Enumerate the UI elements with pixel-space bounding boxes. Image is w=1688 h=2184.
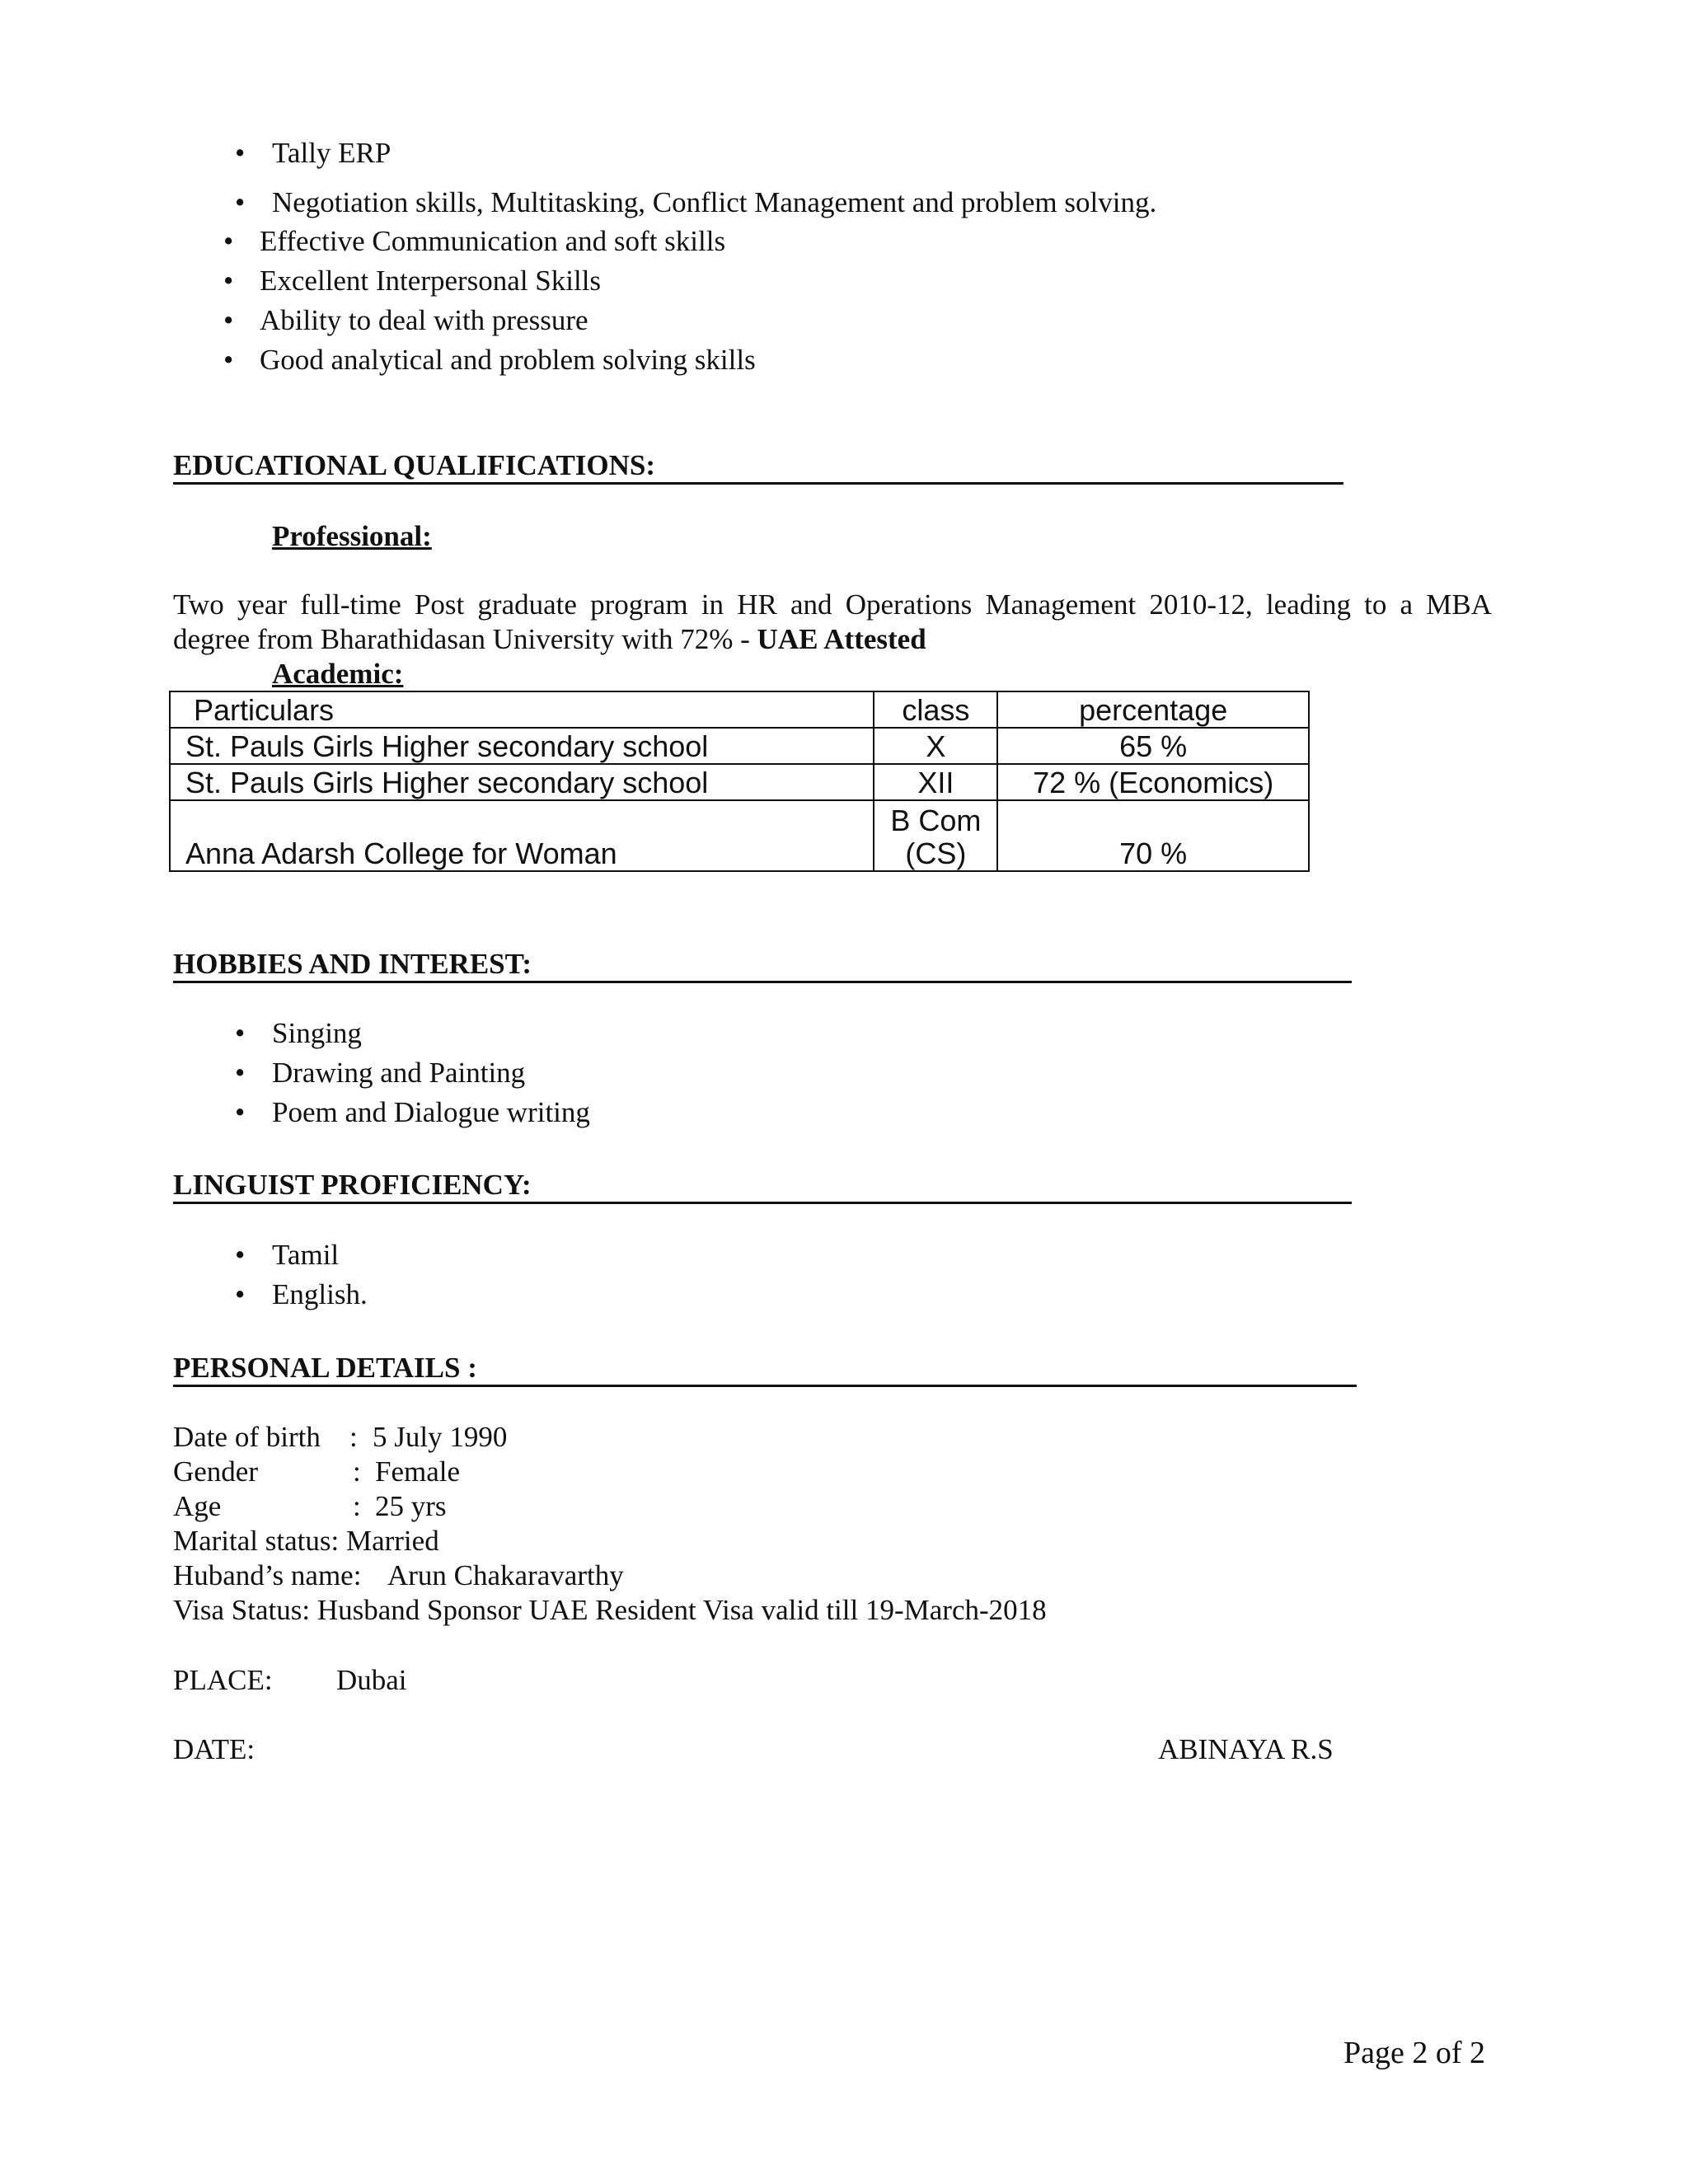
languages-heading: LINGUIST PROFICIENCY:	[173, 1169, 1352, 1204]
academic-table	[169, 691, 1310, 872]
table-header-row	[170, 691, 1309, 728]
professional-description	[173, 588, 1492, 657]
list-item: • Tamil	[235, 1239, 340, 1271]
list-item: • English.	[235, 1278, 368, 1310]
gender-label: Gender	[173, 1455, 259, 1488]
table-cell: St. Pauls Girls Higher secondary school	[170, 764, 874, 800]
professional-heading: Professional:	[272, 520, 432, 552]
header-class: class	[874, 691, 997, 728]
list-item: • Drawing and Painting	[235, 1057, 526, 1089]
table-cell: B Com (CS)	[874, 800, 997, 871]
table-cell: XII	[874, 764, 997, 800]
list-item: • Negotiation skills, Multitasking, Conflict Management and problem solving.	[235, 186, 1157, 218]
header-particulars: Particulars	[170, 691, 874, 728]
table-cell: 70 %	[997, 800, 1309, 871]
table-cell: X	[874, 728, 997, 764]
table-row	[170, 800, 1309, 871]
personal-heading: PERSONAL DETAILS :	[173, 1352, 1357, 1387]
table-cell: Anna Adarsh College for Woman	[170, 800, 874, 871]
date-label: DATE:	[173, 1733, 256, 1765]
visa-status: Visa Status: Husband Sponsor UAE Resident Visa valid till 19-March-2018	[173, 1594, 1047, 1626]
age-colon: :	[353, 1490, 361, 1522]
table-cell: 72 % (Economics)	[997, 764, 1309, 800]
list-item: • Tally ERP	[235, 137, 392, 169]
list-item: • Effective Communication and soft skills	[223, 225, 726, 257]
professional-line-2: degree from Bharathidasan University with 72% - UAE Attested	[173, 623, 926, 655]
age-label: Age	[173, 1490, 222, 1522]
professional-line-1: Two year full-time Post graduate program in HR and Operations Management 2010-12, leading to a MBA	[173, 588, 1492, 621]
header-percentage: percentage	[997, 691, 1309, 728]
husband-label: Huband’s name:	[173, 1559, 362, 1591]
dob-value: 5 July 1990	[373, 1421, 508, 1453]
marital-status: Marital status: Married	[173, 1525, 439, 1557]
gender-colon: :	[353, 1455, 361, 1488]
hobbies-heading: HOBBIES AND INTEREST:	[173, 948, 1352, 983]
table-row	[170, 728, 1309, 764]
list-item: • Good analytical and problem solving skills	[223, 344, 756, 376]
gender-value: Female	[375, 1455, 461, 1488]
table-row	[170, 764, 1309, 800]
list-item: • Excellent Interpersonal Skills	[223, 265, 602, 297]
place-label: PLACE:	[173, 1664, 273, 1696]
place-value: Dubai	[336, 1664, 407, 1696]
dob-label: Date of birth	[173, 1421, 321, 1453]
list-item: • Singing	[235, 1017, 362, 1049]
list-item: • Poem and Dialogue writing	[235, 1096, 590, 1128]
husband-value: Arun Chakaravarthy	[387, 1559, 624, 1591]
table-cell: St. Pauls Girls Higher secondary school	[170, 728, 874, 764]
page-number: Page 2 of 2	[1343, 2036, 1486, 2070]
attested-label: UAE Attested	[757, 623, 926, 655]
signatory-name: ABINAYA R.S	[1158, 1733, 1334, 1765]
table-cell: 65 %	[997, 728, 1309, 764]
education-heading: EDUCATIONAL QUALIFICATIONS:	[173, 449, 1343, 485]
list-item: • Ability to deal with pressure	[223, 304, 588, 336]
age-value: 25 yrs	[375, 1490, 447, 1522]
academic-heading: Academic:	[272, 658, 404, 690]
dob-colon: :	[349, 1421, 358, 1453]
